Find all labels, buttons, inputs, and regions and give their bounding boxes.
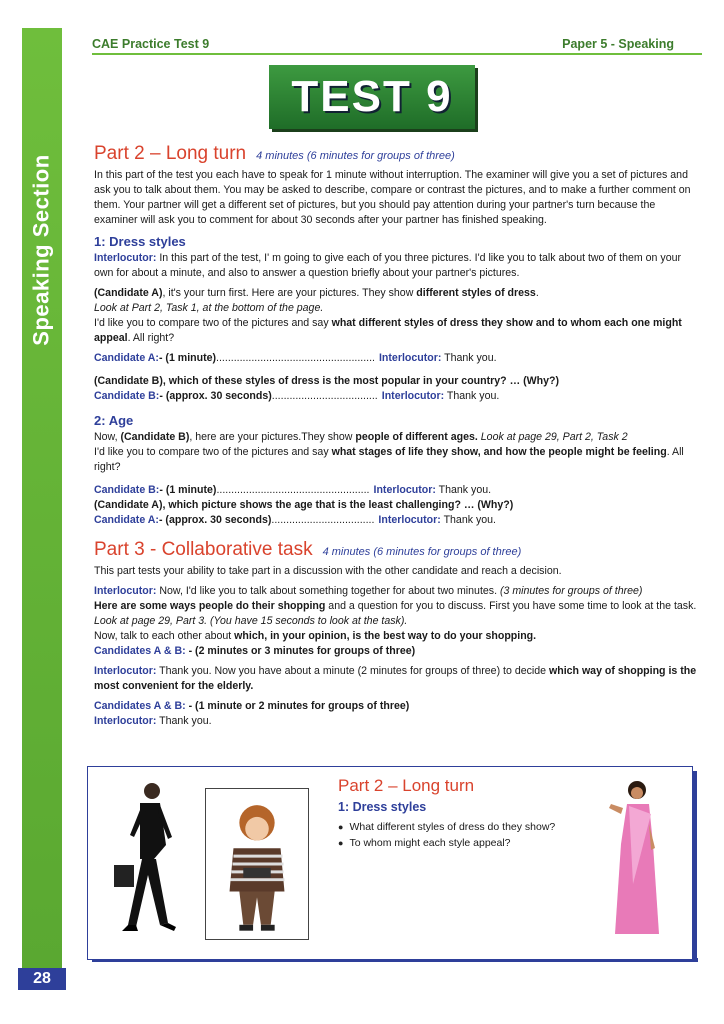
box-bullet-list <box>338 819 555 851</box>
picture-box-shadow-right <box>693 771 697 962</box>
task1-line-candidate-b: Candidate B: - (approx. 30 seconds) .................................... Interlocutor: Thank you. <box>94 390 500 402</box>
task1-compare: I'd like you to compare two of the pictures and say what different styles of dress they show and to whom each one might appeal. All right? <box>94 317 682 344</box>
task1-look-note: Look at Part 2, Task 1, at the bottom of the page. <box>94 302 324 314</box>
task1-heading: 1: Dress styles <box>94 234 186 249</box>
part3-candidates-2: Candidates A & B: - (1 minute or 2 minutes for groups of three) <box>94 700 410 712</box>
test-title-text: TEST 9 <box>291 72 453 121</box>
task1-line-candidate-a: Candidate A: - (1 minute) ...................................................... Interlocutor: Thank you. <box>94 352 497 364</box>
sari-woman-picture <box>593 774 683 940</box>
header-paper-name: Paper 5 - Speaking <box>562 37 674 51</box>
task2-now: Now, (Candidate B), here are your pictures.They show people of different ages. Look at page 29, Part 2, Task 2 <box>94 431 628 443</box>
box-bullet-item: ● To whom might each style appeal? <box>338 835 555 851</box>
part3-talk: Now, talk to each other about which, in your opinion, is the best way to do your shopping. <box>94 630 537 642</box>
box-subheading: 1: Dress styles <box>338 800 427 814</box>
task2-question-a: (Candidate A), which picture shows the age that is the least challenging? … (Why?) <box>94 499 514 511</box>
part3-interlocutor-3: Interlocutor: Thank you. <box>94 715 212 727</box>
part3-time: 4 minutes (6 minutes for groups of three) <box>322 546 522 558</box>
part2-time: 4 minutes (6 minutes for groups of three) <box>256 150 455 162</box>
task1-question-b: (Candidate B), which of these styles of dress is the most popular in your country? … (Why?) <box>94 375 559 387</box>
part3-intro: This part tests your ability to take part in a discussion with the other candidate and reach a decision. <box>94 565 562 577</box>
part2-intro: In this part of the test you each have to speak for 1 minute without interruption. The examiner will give you a set of pictures and ask you to talk about them. You may be asked to describe, compare or contrast the pictures, and to make a further comment on them. Your partner will get a different set of pictures, but you should pay attention during your partner's turn because the examiner will ask you to comment for about 30 seconds after your partner has finished speaking. <box>94 169 691 226</box>
box-heading: Part 2 – Long turn <box>338 776 475 795</box>
main-content <box>94 142 698 729</box>
sidebar-title <box>22 120 62 380</box>
part3-candidates-1: Candidates A & B: - (2 minutes or 3 minutes for groups of three) <box>94 645 416 657</box>
test-title-banner <box>269 65 475 129</box>
part3-ways: Here are some ways people do their shopping and a question for you to discuss. First you have some time to look at the task. <box>94 600 697 612</box>
part3-interlocutor-2: Interlocutor: Thank you. Now you have about a minute (2 minutes for groups of three) to decide which way of shopping is the most convenient for the elderly. <box>94 665 697 692</box>
child-picture <box>205 788 309 940</box>
part2-heading: Part 2 – Long turn 4 minutes (6 minutes for groups of three) <box>94 143 455 164</box>
part3-look-note: Look at page 29, Part 3. (You have 15 seconds to look at the task). <box>94 615 408 627</box>
part3-interlocutor-1: Interlocutor: Now, I'd like you to talk about something together for about two minutes. (3 minutes for groups of three) <box>94 585 643 597</box>
task1-interlocutor: Interlocutor: In this part of the test, I' m going to give each of you three pictures. I'd like you to talk about two of them on your own for about a minute, and also to answer a question briefly about your partner's pictures. <box>94 252 682 279</box>
task2-compare: I'd like you to compare two of the pictures and say what stages of life they show, and how the people might be feeling. All right? <box>94 446 684 473</box>
part3-heading: Part 3 - Collaborative task 4 minutes (6 minutes for groups of three) <box>94 539 522 560</box>
header-rule <box>92 53 702 55</box>
box-bullet-item: ● What different styles of dress do they show? <box>338 819 555 835</box>
sidebar-title-text: Speaking Section <box>29 154 55 346</box>
task2-line-candidate-a: Candidate A: - (approx. 30 seconds) ................................... Interlocutor: Thank you. <box>94 514 496 526</box>
page-number: 28 <box>18 968 66 990</box>
header-test-name: CAE Practice Test 9 <box>92 37 210 51</box>
task2-heading: 2: Age <box>94 413 134 428</box>
task2-line-candidate-b: Candidate B: - (1 minute) .................................................... Interlocutor: Thank you. <box>94 484 492 496</box>
task1-candidate-a-intro: (Candidate A), it's your turn first. Here are your pictures. They show different styles of dress. <box>94 287 539 299</box>
businesswoman-picture <box>94 775 198 941</box>
